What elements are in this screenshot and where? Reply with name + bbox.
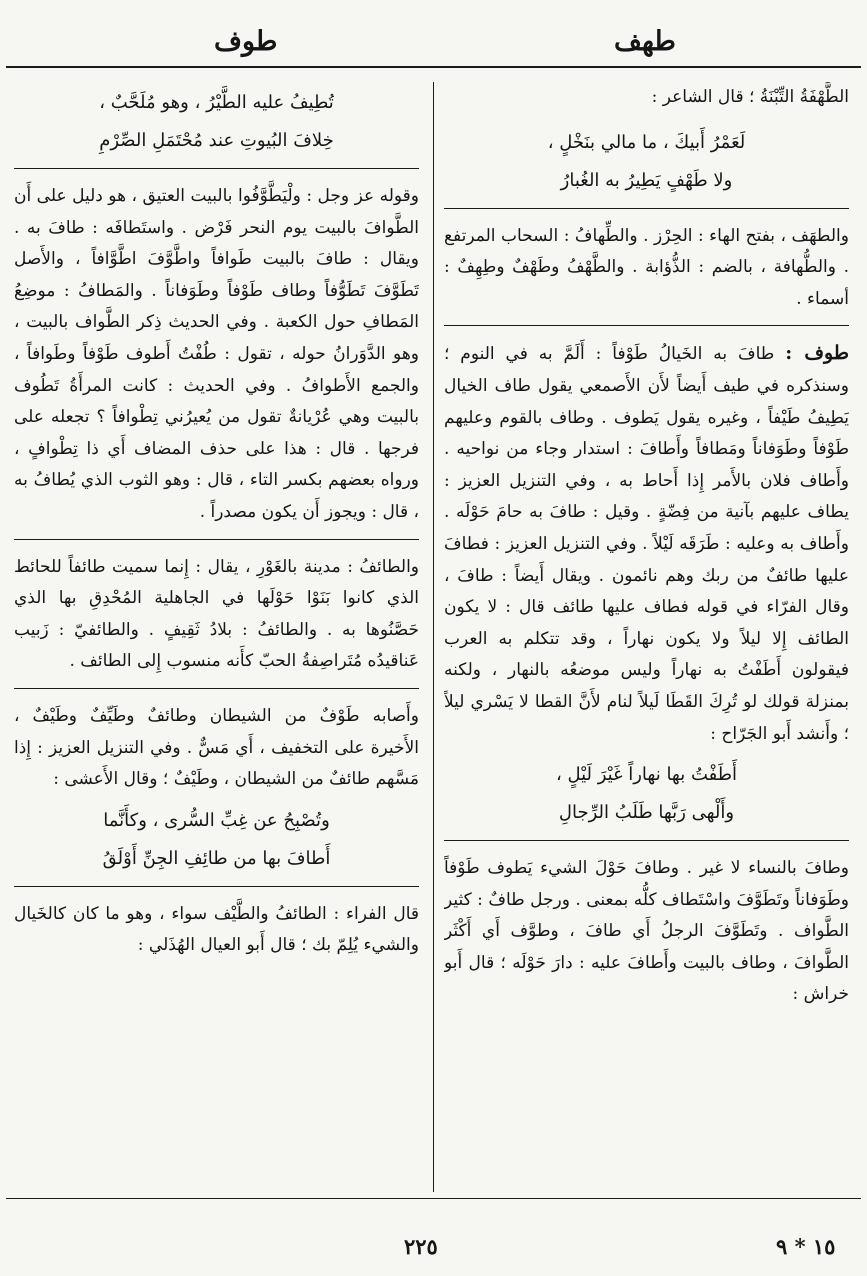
- paragraph-taif: والطائفُ : مدينة بالغَوْرِ ، يقال : إِنما سميت طائفاً للحائط الذي كانوا بَنَوْا حَوْلَها في الجاهلية المُحْدِقِ بها الذي حَصَّنُوها به . والطائفُ : بلادُ ثَقِيفٍ . والطائفيّ : زَبيب عَناقيدُه مُتَراصِفةُ الحبّ كأَنه منسوب إِلى الطائف .: [14, 556, 419, 672]
- verse-line: أَطافَ بها من طائِفِ الجِنِّ أَوْلَقُ: [102, 847, 331, 869]
- entry-text: طافَ به الخَيالُ طَوْفاً : أَلَمَّ به في النوم ؛ وسنذكره في طيف أَيضاً لأَن الأَصمعي يقول طاف الخيال يَطِيفُ طَيْفاً ، وغيره يقول يَطوف . وطاف بالقوم وعليهم طَوْفاً وطَوَفاناً ومَطافاً وأَطافَ : استدار وجاء من نواحيه . وأَطاف فلان بالأَمر إِذا أَحاط به ، وفي التنزيل العزيز : يطاف عليهم بآنية من فِضّةٍ . وقيل : طافَ به حامَ حَوْلَه . وأَطاف به وعليه : طَرَقَه لَيْلاً . وفي التنزيل العزيز : فطافَ عليها طائفٌ من ربك وهم نائمون . ويقال أَيضاً : طافَ ، وقال الفرّاء في قوله فطاف عليها طائف قال : لا يكون الطائف إِلا ليلاً ولا يكون نهاراً ، وقد تتكلم به العرب فيقولون أَطَفْتُ به نهاراً وليس موضعُه بالنهار ، ولكنه بمنزلة قولك لو تُرِكَ القَطَا لَيلاً لنام لأَنَّ القطا لا يَسْري ليلاً ؛ وأَنشد أَبو الجَرّاح :: [444, 344, 849, 744]
- paragraph-tahfa: الطَّهْفَةُ التِّبْنَةُ ؛ قال الشاعر :: [651, 87, 849, 107]
- header-rule: [6, 66, 861, 68]
- footer-rule: [6, 1198, 861, 1199]
- verse-line: أَطَفْتُ بها نهاراً غَيْرَ لَيْلٍ ،: [555, 764, 738, 786]
- left-column: [14, 82, 419, 1190]
- verse-line: تُطِيفُ عليه الطَّيْرُ ، وهو مُلَحَّبٌ ،: [99, 92, 334, 113]
- page-number: ٢٢٥: [404, 1234, 438, 1259]
- separator: [444, 325, 849, 326]
- paragraph-tayf-shaytan: وأَصابه طَوْفٌ من الشيطان وطائفٌ وطَيِّفٌ وطَيْفٌ ، الأَخيرة على التخفيف ، أَي مَسٌّ . وفي التنزيل العزيز : إِذا مَسَّهم طائفٌ من الشيطان ، وطَيْفٌ ؛ وقال الأَعشى :: [14, 705, 419, 790]
- paragraph-tahaf: والطهَف ، بفتح الهاء : الحِرْز . والطِّهافُ : السحاب المرتفع . والطُّهافة ، بالضم : الذُّؤابة . والطَّهْفُ وطَهْفٌ وطِهِفٌ : أسماء .: [444, 225, 849, 309]
- separator: [444, 840, 849, 841]
- column-divider: [433, 82, 434, 1192]
- separator: [14, 168, 419, 169]
- paragraph-tawaf-bayt: وقوله عز وجل : ولْيَطَّوَّفُوا بالبيت العتيق ، هو دليل على أَن الطَّوافَ بالبيت يوم النحر فَرْض . واستَطافَه : طافَ به . ويقال : طافَ بالبيت طَوافاً واطَّوَّفَ اطَّوَّافاً ، والأَصل تَطَوَّفَ تَطَوُّفاً وطاف طَوْفاً وطَوَفاناً . والمَطافُ : موضِعُ المَطافِ حول الكعبة . وفي الحديث ذِكر الطَّواف بالبيت ، وهو الدَّوَرانُ حوله ، تقول : طُفْتُ أَطوف طَوْفاً وطَوافاً ، والجمع الأَطوافُ . وفي الحديث : كانت المرأَةُ تَطُوف بالبيت وهي عُرْيانةٌ تقول من يُعيرُني تِطْوافاً ؟ تجعله على فرجها . قال : هذا على حذف المضاف أَي ذا تِطْوافٍ ، ورواه بعضهم بكسر التاء ، قال : وهو الثوب الذي يُطافُ به ، قال : ويجوز أَن يكون مصدراً .: [14, 186, 419, 522]
- separator: [444, 208, 849, 209]
- entry-headword: طوف :: [785, 342, 849, 365]
- separator: [14, 539, 419, 540]
- verse-line: وأَلْهى رَبَّها طَلَبُ الرِّجالِ: [558, 802, 735, 824]
- paragraph-farra: قال الفراء : الطائفُ والطَّيْف سواء ، وهو ما كان كالخَيال والشيء يُلِمّ بك ؛ قال أَبو العيال الهُذَلي :: [14, 903, 419, 956]
- paragraph-tawf-entry: [444, 338, 849, 750]
- paragraph-taf-nisa: وطافَ بالنساء لا غير . وطافَ حَوْلَ الشيء يَطوف طَوْفاً وطَوَفاناً وتَطَوَّفَ واسْتَطاف كلُّه بمعنى . ورجل طافٌ : كثير الطَّواف . وتَطَوَّفَ الرجلُ أَي طافَ ، وطوَّف أَي أَكْثَر الطَّوافَ ، وطاف بالبيت وأَطافَ عليه : دارَ حَوْلَه ؛ قال أَبو خراش :: [444, 858, 849, 1005]
- header-right-word: طهف: [614, 26, 676, 57]
- verse-line: ولا طَهْفٍ يَطِيرُ به الغُبارُ: [560, 169, 733, 191]
- separator: [14, 688, 419, 689]
- verse-line: لَعَمْرُ أَبيكَ ، ما مالي بنَخْلٍ ،: [547, 131, 746, 153]
- verse-line: خِلافَ البُيوتِ عند مُحْتَمَلِ الصِّرْمِ: [99, 130, 334, 151]
- signature-mark: ١٥ * ٩: [776, 1234, 836, 1259]
- verse-line: وتُصْبِحُ عن غِبِّ السُّرى ، وكأَنَّما: [103, 809, 330, 831]
- header-left-word: طوف: [214, 26, 278, 57]
- separator: [14, 886, 419, 887]
- right-column: [444, 82, 849, 1190]
